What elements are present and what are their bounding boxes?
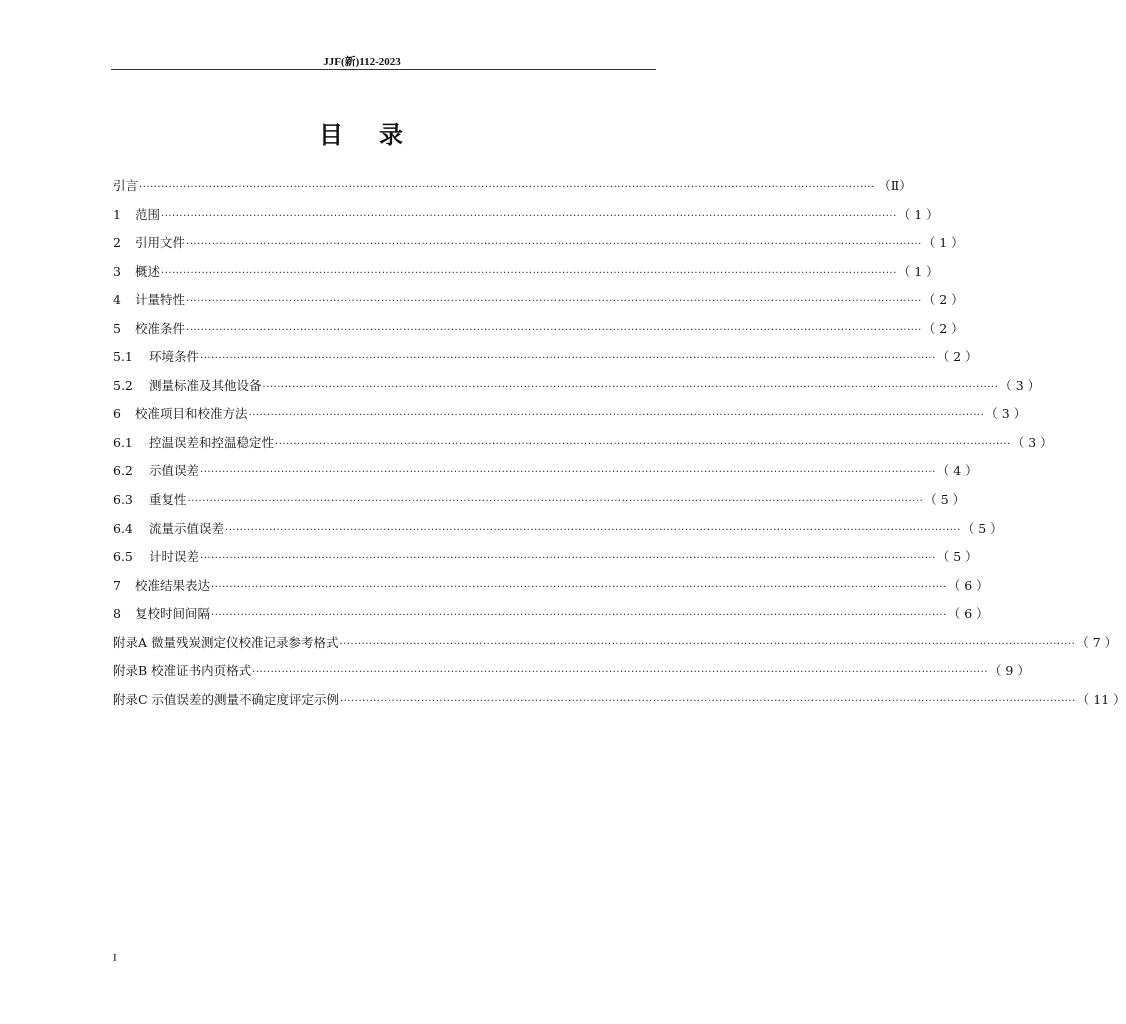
document-code-header: JJF(新)112-2023 <box>323 56 401 68</box>
toc-entry[interactable] <box>113 458 978 487</box>
toc-entry-label: 控温误差和控温稳定性 <box>149 434 275 450</box>
toc-entry[interactable] <box>113 630 1118 659</box>
toc-entry-label: 附录B 校准证书内页格式 <box>113 663 252 679</box>
toc-entry-label: 示值误差 <box>149 463 200 479</box>
toc-entry-label: 校准条件 <box>135 320 186 336</box>
toc-entry-number: 4 <box>113 292 121 308</box>
toc-entry-number: 6 <box>113 406 121 422</box>
toc-entry-page: （ 7 ） <box>1076 634 1118 650</box>
toc-dot-leader: ········································································································································································································ <box>200 353 936 365</box>
toc-entry-page: （ 2 ） <box>936 349 978 365</box>
toc-entry-number: 3 <box>113 263 121 279</box>
toc-dot-leader: ········································································································································································································ <box>200 467 936 479</box>
toc-entry-number: 5.1 <box>113 349 133 365</box>
toc-entry[interactable] <box>113 287 964 316</box>
toc-entry-label: 流量示值误差 <box>149 520 225 536</box>
toc-entry-page: （ 6 ） <box>947 606 989 622</box>
toc-dot-leader: ········································································································································································································ <box>186 324 922 336</box>
toc-entry-page: （ 3 ） <box>985 406 1027 422</box>
toc-entry-number: 7 <box>113 577 121 593</box>
toc-entry-number: 2 <box>113 235 121 251</box>
toc-entry-label: 引用文件 <box>135 235 186 251</box>
toc-dot-leader: ········································································································································································································ <box>275 438 1011 450</box>
toc-entry-number: 5 <box>113 320 121 336</box>
toc-dot-leader: ········································································································································································································ <box>339 638 1076 650</box>
toc-entry[interactable] <box>113 687 1126 716</box>
toc-entry-page: （ 3 ） <box>999 377 1041 393</box>
toc-entry-page: （ 9 ） <box>988 663 1030 679</box>
toc-entry-page: （ 11 ） <box>1076 691 1126 707</box>
toc-entry-label: 复校时间间隔 <box>135 606 211 622</box>
toc-entry-page: （ 1 ） <box>897 206 939 222</box>
toc-dot-leader: ········································································································································································································ <box>340 695 1076 707</box>
toc-entry-page: （Ⅱ） <box>878 178 912 193</box>
toc-entry-label: 范围 <box>135 206 161 222</box>
toc-entry-number: 6.4 <box>113 520 133 536</box>
toc-entry-page: （ 1 ） <box>922 235 964 251</box>
toc-dot-leader: ········································································································································································································ <box>211 581 947 593</box>
toc-entry-number: 1 <box>113 206 121 222</box>
toc-entry[interactable] <box>113 202 939 231</box>
toc-dot-leader: ········································································································································································································ <box>200 553 936 565</box>
toc-entry[interactable] <box>113 230 964 259</box>
toc-entry-label: 测量标准及其他设备 <box>149 377 262 393</box>
toc-entry-page: （ 5 ） <box>924 492 966 508</box>
toc-entry-page: （ 6 ） <box>947 577 989 593</box>
toc-entry-label: 附录C 示值误差的测量不确定度评定示例 <box>113 691 340 707</box>
toc-entry[interactable] <box>113 401 1027 430</box>
page-title: 目录 <box>319 121 439 149</box>
toc-entry[interactable] <box>113 173 912 202</box>
toc-dot-leader: ········································································································································································································ <box>161 267 897 279</box>
table-of-contents <box>113 173 1126 715</box>
toc-entry-label: 重复性 <box>149 492 187 508</box>
toc-entry-page: （ 5 ） <box>961 520 1003 536</box>
toc-entry-number: 6.5 <box>113 549 133 565</box>
toc-entry-label: 环境条件 <box>149 349 200 365</box>
toc-entry-page: （ 5 ） <box>936 549 978 565</box>
toc-entry[interactable] <box>113 373 1041 402</box>
toc-dot-leader: ········································································································································································································ <box>225 524 961 536</box>
toc-entry-label: 引言 <box>113 178 139 193</box>
toc-entry-number: 6.2 <box>113 463 133 479</box>
toc-entry[interactable] <box>113 344 978 373</box>
toc-dot-leader: ········································································································································································································ <box>187 496 924 508</box>
toc-dot-leader: ········································································································································································································ <box>248 410 985 422</box>
toc-entry-number: 5.2 <box>113 377 133 393</box>
toc-entry-label: 附录A 微量残炭测定仪校准记录参考格式 <box>113 634 339 650</box>
toc-entry[interactable] <box>113 601 989 630</box>
toc-entry[interactable] <box>113 516 1003 545</box>
toc-entry[interactable] <box>113 544 978 573</box>
toc-dot-leader: ········································································································································································································ <box>262 381 999 393</box>
toc-entry-number: 6.3 <box>113 492 133 508</box>
toc-entry[interactable] <box>113 430 1053 459</box>
toc-entry-label: 校准项目和校准方法 <box>135 406 248 422</box>
toc-entry-page: （ 2 ） <box>922 320 964 336</box>
toc-dot-leader: ········································································································································································································ <box>186 239 922 251</box>
toc-dot-leader: ········································································································································································································ <box>161 210 897 222</box>
toc-dot-leader: ········································································································································································································ <box>211 610 947 622</box>
toc-entry[interactable] <box>113 658 1030 687</box>
toc-entry[interactable] <box>113 573 989 602</box>
toc-entry[interactable] <box>113 316 964 345</box>
toc-entry-number: 8 <box>113 606 121 622</box>
toc-dot-leader: ········································································································································································································ <box>139 182 875 193</box>
toc-entry-page: （ 4 ） <box>936 463 978 479</box>
toc-entry-page: （ 1 ） <box>897 263 939 279</box>
toc-entry-label: 概述 <box>135 263 161 279</box>
toc-entry[interactable] <box>113 259 939 288</box>
toc-entry-label: 计量特性 <box>135 292 186 308</box>
toc-entry[interactable] <box>113 487 966 516</box>
toc-entry-page: （ 2 ） <box>922 292 964 308</box>
header-divider <box>111 69 656 70</box>
toc-entry-label: 计时误差 <box>149 549 200 565</box>
toc-dot-leader: ········································································································································································································ <box>186 296 922 308</box>
toc-entry-label: 校准结果表达 <box>135 577 211 593</box>
page-number: I <box>113 952 117 964</box>
toc-entry-number: 6.1 <box>113 434 133 450</box>
toc-dot-leader: ········································································································································································································ <box>252 667 988 679</box>
toc-entry-page: （ 3 ） <box>1011 434 1053 450</box>
